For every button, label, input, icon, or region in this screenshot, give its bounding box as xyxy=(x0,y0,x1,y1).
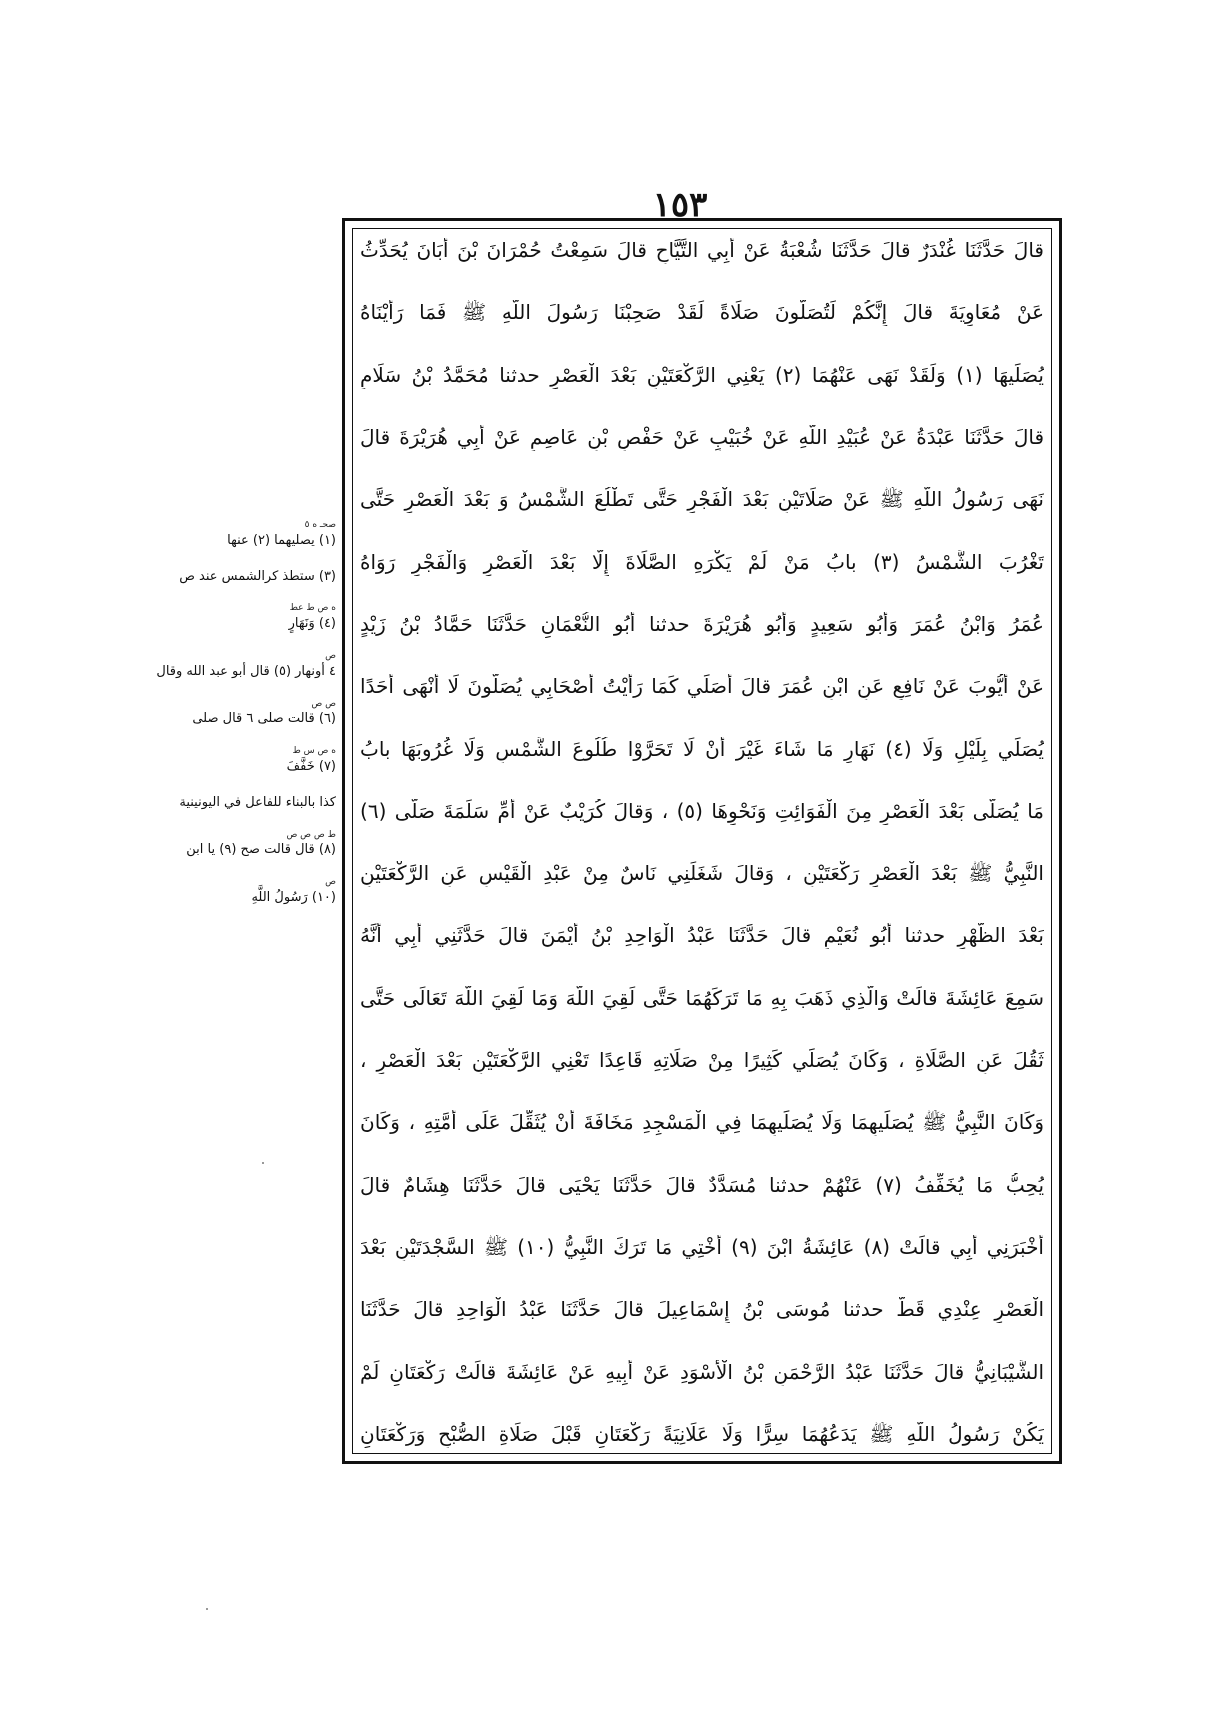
margin-notes xyxy=(150,520,336,925)
note-text: (٨) قال قالت صح (٩) يا ابن xyxy=(186,842,336,858)
margin-note xyxy=(150,568,336,586)
text-line: أَخْبَرَنِي أَبِي قالَتْ (٨) عَائِشَةُ ابْنَ (٩) أُخْتِي مَا تَرَكَ النَّبِيُّ (١٠) ﷺ السَّجْدَتَيْنِ بَعْدَ xyxy=(360,1235,1044,1259)
text-line: قالَ حَدَّثَنَا عَبْدَةُ عَنْ عُبَيْدِ اللَّهِ عَنْ خُبَيْبٍ عَنْ حَفْصِ بْنِ عَاصِمٍ عَنْ أَبِي هُرَيْرَةَ قالَ xyxy=(360,424,1044,449)
scan-speck xyxy=(206,1608,208,1610)
text-line: النَّبِيُّ ﷺ بَعْدَ الْعَصْرِ رَكْعَتَيْنِ ، وَقالَ شَغَلَنِي نَاسٌ مِنْ عَبْدِ الْقَيْسِ عَنِ الرَّكْعَتَيْنِ xyxy=(360,861,1044,886)
margin-note xyxy=(150,746,336,776)
text-line: يُحِبُّ مَا يُخَفِّفُ (٧) عَنْهُمْ حدثنا مُسَدَّدٌ قالَ حَدَّثَنَا يَحْيَى قالَ حَدَّثَنَا هِشَامٌ قالَ xyxy=(360,1172,1044,1197)
text-line: عُمَرُ وَابْنُ عُمَرَ وَأَبُو سَعِيدٍ وَأَبُو هُرَيْرَةَ حدثنا أَبُو النُّعْمَانِ حَدَّثَنَا حَمَّادُ بْنُ زَيْدٍ xyxy=(360,611,1044,636)
text-line: قالَ حَدَّثَنَا غُنْدَرٌ قالَ حَدَّثَنَا شُعْبَةُ عَنْ أَبِي التَّيَّاحِ قالَ سَمِعْتُ حُمْرَانَ بْنَ أَبَانَ يُحَدِّثُ xyxy=(360,238,1044,262)
text-line: نَهَى رَسُولُ اللَّهِ ﷺ عَنْ صَلَاتَيْنِ بَعْدَ الْفَجْرِ حَتَّى تَطْلُعَ الشَّمْسُ وَ بَعْدَ الْعَصْرِ حَتَّى xyxy=(360,487,1044,512)
scan-speck xyxy=(262,1162,264,1164)
note-text: (٤) وَنَهَارٍ xyxy=(288,616,336,632)
text-line: الشَّيْبَانِيُّ قالَ حَدَّثَنَا عَبْدُ الرَّحْمَنِ بْنُ الْأَسْوَدِ عَنْ أَبِيهِ عَنْ عَائِشَةَ قالَتْ رَكْعَتَانِ لَمْ xyxy=(360,1359,1044,1384)
note-text: (٦) قالت صلى ٦ قال صلى xyxy=(192,711,336,727)
text-line: بَعْدَ الظُّهْرِ حدثنا أَبُو نُعَيْمٍ قالَ حَدَّثَنَا عَبْدُ الْوَاحِدِ بْنُ أَيْمَنَ قالَ حَدَّثَنِي أَبِي أَنَّهُ xyxy=(360,923,1044,948)
text-line: يَكُنْ رَسُولُ اللَّهِ ﷺ يَدَعُهُمَا سِرًّا وَلَا عَلَانِيَةً رَكْعَتَانِ قَبْلَ صَلَاةِ الصُّبْحِ وَرَكْعَتَانِ xyxy=(360,1421,1044,1446)
text-line: تَغْرُبَ الشَّمْسُ (٣) بابُ مَنْ لَمْ يَكْرَهِ الصَّلَاةَ إِلَّا بَعْدَ الْعَصْرِ وَالْفَجْرِ رَوَاهُ xyxy=(360,549,1044,574)
note-mark: ص ص xyxy=(311,698,336,709)
text-line: ثَقُلَ عَنِ الصَّلَاةِ ، وَكَانَ يُصَلِّي كَثِيرًا مِنْ صَلَاتِهِ قَاعِدًا تَعْنِي الرَّكْعَتَيْنِ بَعْدَ الْعَصْرِ ، xyxy=(360,1048,1044,1073)
text-line: مَا يُصَلَّى بَعْدَ الْعَصْرِ مِنَ الْفَوَائِتِ وَنَحْوِهَا (٥) ، وَقالَ كُرَيْبٌ عَنْ أُمِّ سَلَمَةَ صَلَّى (٦) xyxy=(360,798,1044,823)
text-line: يُصَلِّيهَا (١) وَلَقَدْ نَهَى عَنْهُمَا (٢) يَعْنِي الرَّكْعَتَيْنِ بَعْدَ الْعَصْرِ حدثنا مُحَمَّدُ بْنُ سَلَامٍ xyxy=(360,362,1044,387)
note-text: (٣) ستطذ كرالشمس عند ص xyxy=(179,568,336,584)
text-line: وَكَانَ النَّبِيُّ ﷺ يُصَلِّيهِمَا وَلَا يُصَلِّيهِمَا فِي الْمَسْجِدِ مَخَافَةَ أَنْ يُثَقِّلَ عَلَى أُمَّتِهِ ، وَكَانَ xyxy=(360,1110,1044,1135)
margin-note xyxy=(150,603,336,633)
text-line: عَنْ أَيُّوبَ عَنْ نَافِعٍ عَنِ ابْنِ عُمَرَ قالَ أُصَلِّي كَمَا رَأَيْتُ أَصْحَابِي يُصَلُّونَ لَا أَنْهَى أَحَدًا xyxy=(360,674,1044,699)
note-mark: ه ص س ط xyxy=(292,746,336,757)
note-text: ٤ أونهار (٥) قال أبو عبد الله وقال xyxy=(156,663,336,679)
margin-note xyxy=(150,794,336,812)
note-text: كذا بالبناء للفاعل في اليونينية xyxy=(179,794,336,810)
text-line: سَمِعَ عَائِشَةَ قالَتْ وَالَّذِي ذَهَبَ بِهِ مَا تَرَكَهُمَا حَتَّى لَقِيَ اللَّهَ وَمَا لَقِيَ اللَّهَ تَعَالَى حَتَّى xyxy=(360,985,1044,1010)
text-line: عَنْ مُعَاوِيَةَ قالَ إِنَّكُمْ لَتُصَلُّونَ صَلَاةً لَقَدْ صَحِبْنَا رَسُولَ اللَّهِ ﷺ فَمَا رَأَيْنَاهُ xyxy=(360,300,1044,325)
margin-note xyxy=(150,699,336,729)
margin-note xyxy=(150,520,336,550)
main-text-block xyxy=(360,238,1044,1448)
note-text: (١٠) رَسُولُ اللَّهِ xyxy=(251,889,336,905)
note-mark: ط ص ص ص xyxy=(286,829,336,840)
margin-note xyxy=(150,877,336,907)
note-mark: ه ص ط عط xyxy=(289,603,336,614)
margin-note xyxy=(150,651,336,681)
text-line: الْعَصْرِ عِنْدِي قَطُّ حدثنا مُوسَى بْنُ إِسْمَاعِيلَ قالَ حَدَّثَنَا عَبْدُ الْوَاحِدِ قالَ حَدَّثَنَا xyxy=(360,1297,1044,1322)
note-mark: ص xyxy=(325,651,336,662)
margin-note xyxy=(150,830,336,860)
text-line: يُصَلِّي بِلَيْلٍ وَلَا (٤) نَهَارٍ مَا شَاءَ غَيْرَ أَنْ لَا تَحَرَّوْا طُلُوعَ الشَّمْسِ وَلَا غُرُوبَهَا بابُ xyxy=(360,736,1044,761)
note-mark: صحـ ه ٥ xyxy=(304,520,336,530)
note-text: (٧) خَفَّفَ xyxy=(286,758,336,774)
page-number: ١٥٣ xyxy=(652,185,708,225)
note-text: (١) يصليهما (٢) عنها xyxy=(227,532,336,548)
note-mark: ص xyxy=(325,877,336,888)
